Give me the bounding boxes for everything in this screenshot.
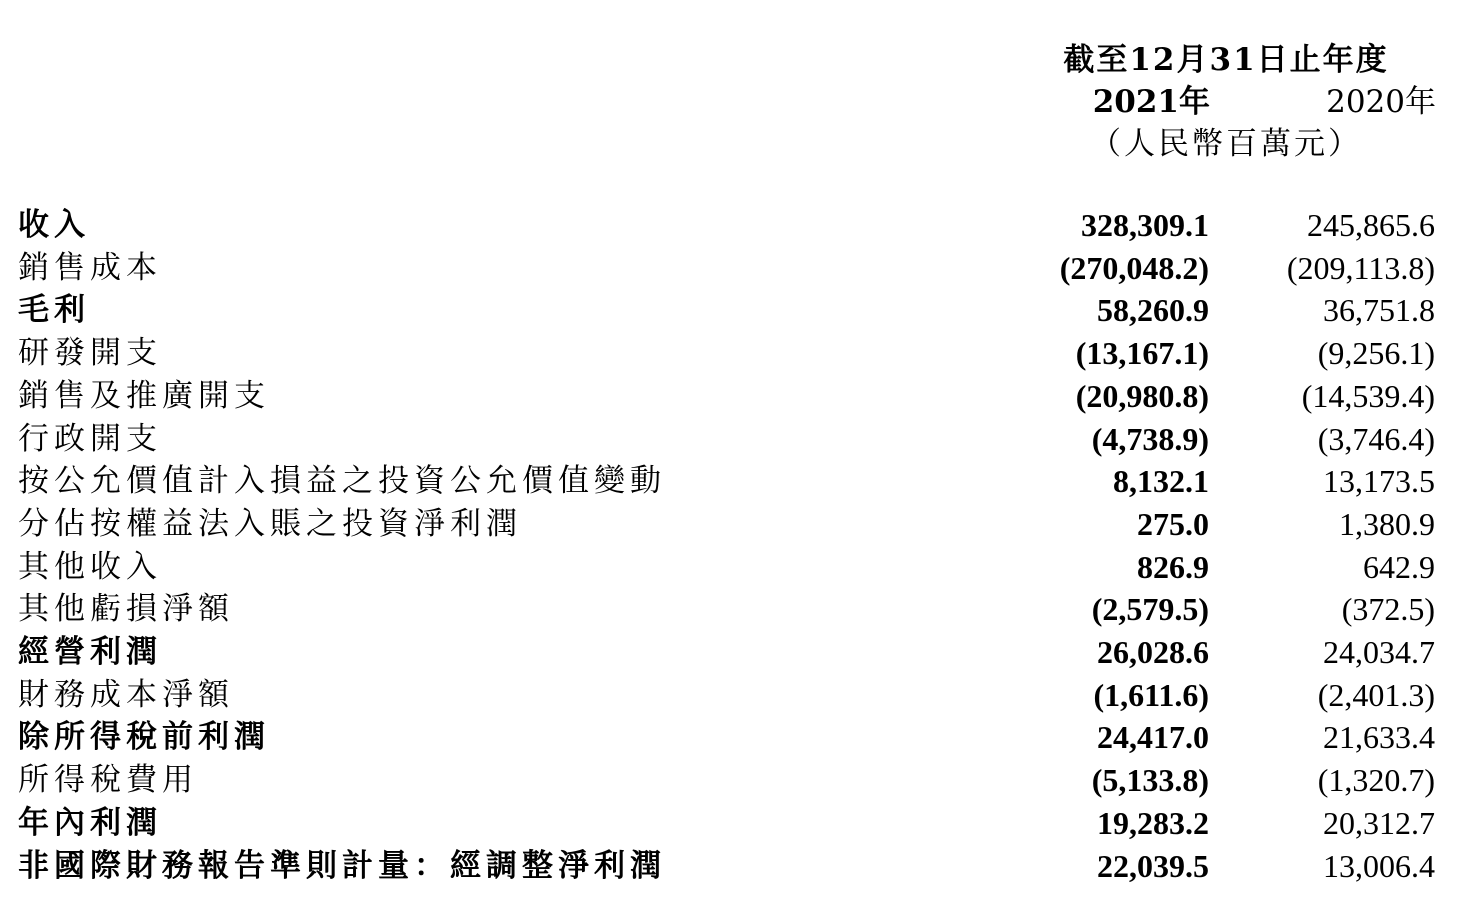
row-label: 按公允價值計入損益之投資公允價值變動	[18, 463, 666, 500]
value-2020: (14,539.4)	[1301, 377, 1435, 414]
value-2021: (13,167.1)	[1075, 335, 1209, 372]
value-2020: (3,746.4)	[1317, 420, 1435, 457]
column-header-period: 截至12月31日止年度	[1063, 42, 1389, 78]
table-row	[0, 247, 1470, 290]
row-label: 其他虧損淨額	[18, 591, 234, 628]
row-label: 分佔按權益法入賬之投資淨利潤	[18, 505, 522, 542]
row-label: 經營利潤	[18, 634, 162, 670]
value-2020: 13,173.5	[1323, 463, 1435, 500]
row-label: 財務成本淨額	[18, 676, 234, 713]
value-2020: 20,312.7	[1323, 804, 1435, 841]
table-row	[0, 716, 1470, 759]
value-2020: (2,401.3)	[1317, 676, 1435, 713]
table-row	[0, 289, 1470, 332]
table-row	[0, 674, 1470, 717]
table-row	[0, 460, 1470, 503]
value-2020: (209,113.8)	[1286, 249, 1435, 286]
row-label: 研發開支	[18, 335, 162, 372]
table-row	[0, 503, 1470, 546]
value-2020: 1,380.9	[1339, 505, 1435, 542]
value-2021: (1,611.6)	[1093, 676, 1209, 713]
row-label: 銷售成本	[18, 249, 162, 286]
value-2021: (5,133.8)	[1091, 762, 1209, 799]
value-2020: 36,751.8	[1323, 292, 1435, 329]
row-label: 其他收入	[18, 548, 162, 585]
value-2020: (372.5)	[1341, 591, 1435, 628]
row-label: 所得稅費用	[18, 762, 198, 799]
row-label: 行政開支	[18, 420, 162, 457]
value-2021: 8,132.1	[1113, 463, 1209, 500]
value-2021: (2,579.5)	[1091, 591, 1209, 628]
row-label: 年內利潤	[18, 804, 162, 841]
value-2021: 24,417.0	[1097, 719, 1209, 756]
row-label: 收入	[18, 207, 90, 243]
table-row	[0, 375, 1470, 418]
column-header-unit: （人民幣百萬元）	[1090, 126, 1362, 162]
table-row	[0, 332, 1470, 375]
value-2021: (270,048.2)	[1059, 249, 1209, 286]
value-2020: 245,865.6	[1307, 207, 1435, 243]
table-row	[0, 204, 1470, 247]
value-2020: (1,320.7)	[1317, 762, 1435, 799]
value-2021: 22,039.5	[1097, 847, 1209, 884]
table-row	[0, 418, 1470, 461]
row-label: 銷售及推廣開支	[18, 377, 270, 414]
value-2021: 826.9	[1137, 548, 1209, 585]
column-header-year-2021: 2021年	[1092, 84, 1210, 120]
value-2021: 275.0	[1137, 505, 1209, 542]
table-row	[0, 845, 1470, 888]
table-row	[0, 802, 1470, 845]
value-2020: 21,633.4	[1323, 719, 1435, 756]
value-2021: 26,028.6	[1097, 634, 1209, 670]
table-row	[0, 759, 1470, 802]
row-label: 非國際財務報告準則計量：經調整淨利潤	[18, 847, 666, 884]
value-2020: 13,006.4	[1323, 847, 1435, 884]
value-2021: 19,283.2	[1097, 804, 1209, 841]
column-header-year-2020: 2020年	[1326, 84, 1436, 120]
row-label: 除所得稅前利潤	[18, 719, 270, 756]
value-2021: (20,980.8)	[1075, 377, 1209, 414]
value-2021: 58,260.9	[1097, 292, 1209, 329]
value-2020: 642.9	[1363, 548, 1435, 585]
table-row	[0, 631, 1470, 674]
table-row	[0, 588, 1470, 631]
value-2021: 328,309.1	[1081, 207, 1209, 243]
value-2021: (4,738.9)	[1091, 420, 1209, 457]
value-2020: (9,256.1)	[1317, 335, 1435, 372]
table-row	[0, 546, 1470, 589]
row-label: 毛利	[18, 292, 90, 329]
value-2020: 24,034.7	[1323, 634, 1435, 670]
